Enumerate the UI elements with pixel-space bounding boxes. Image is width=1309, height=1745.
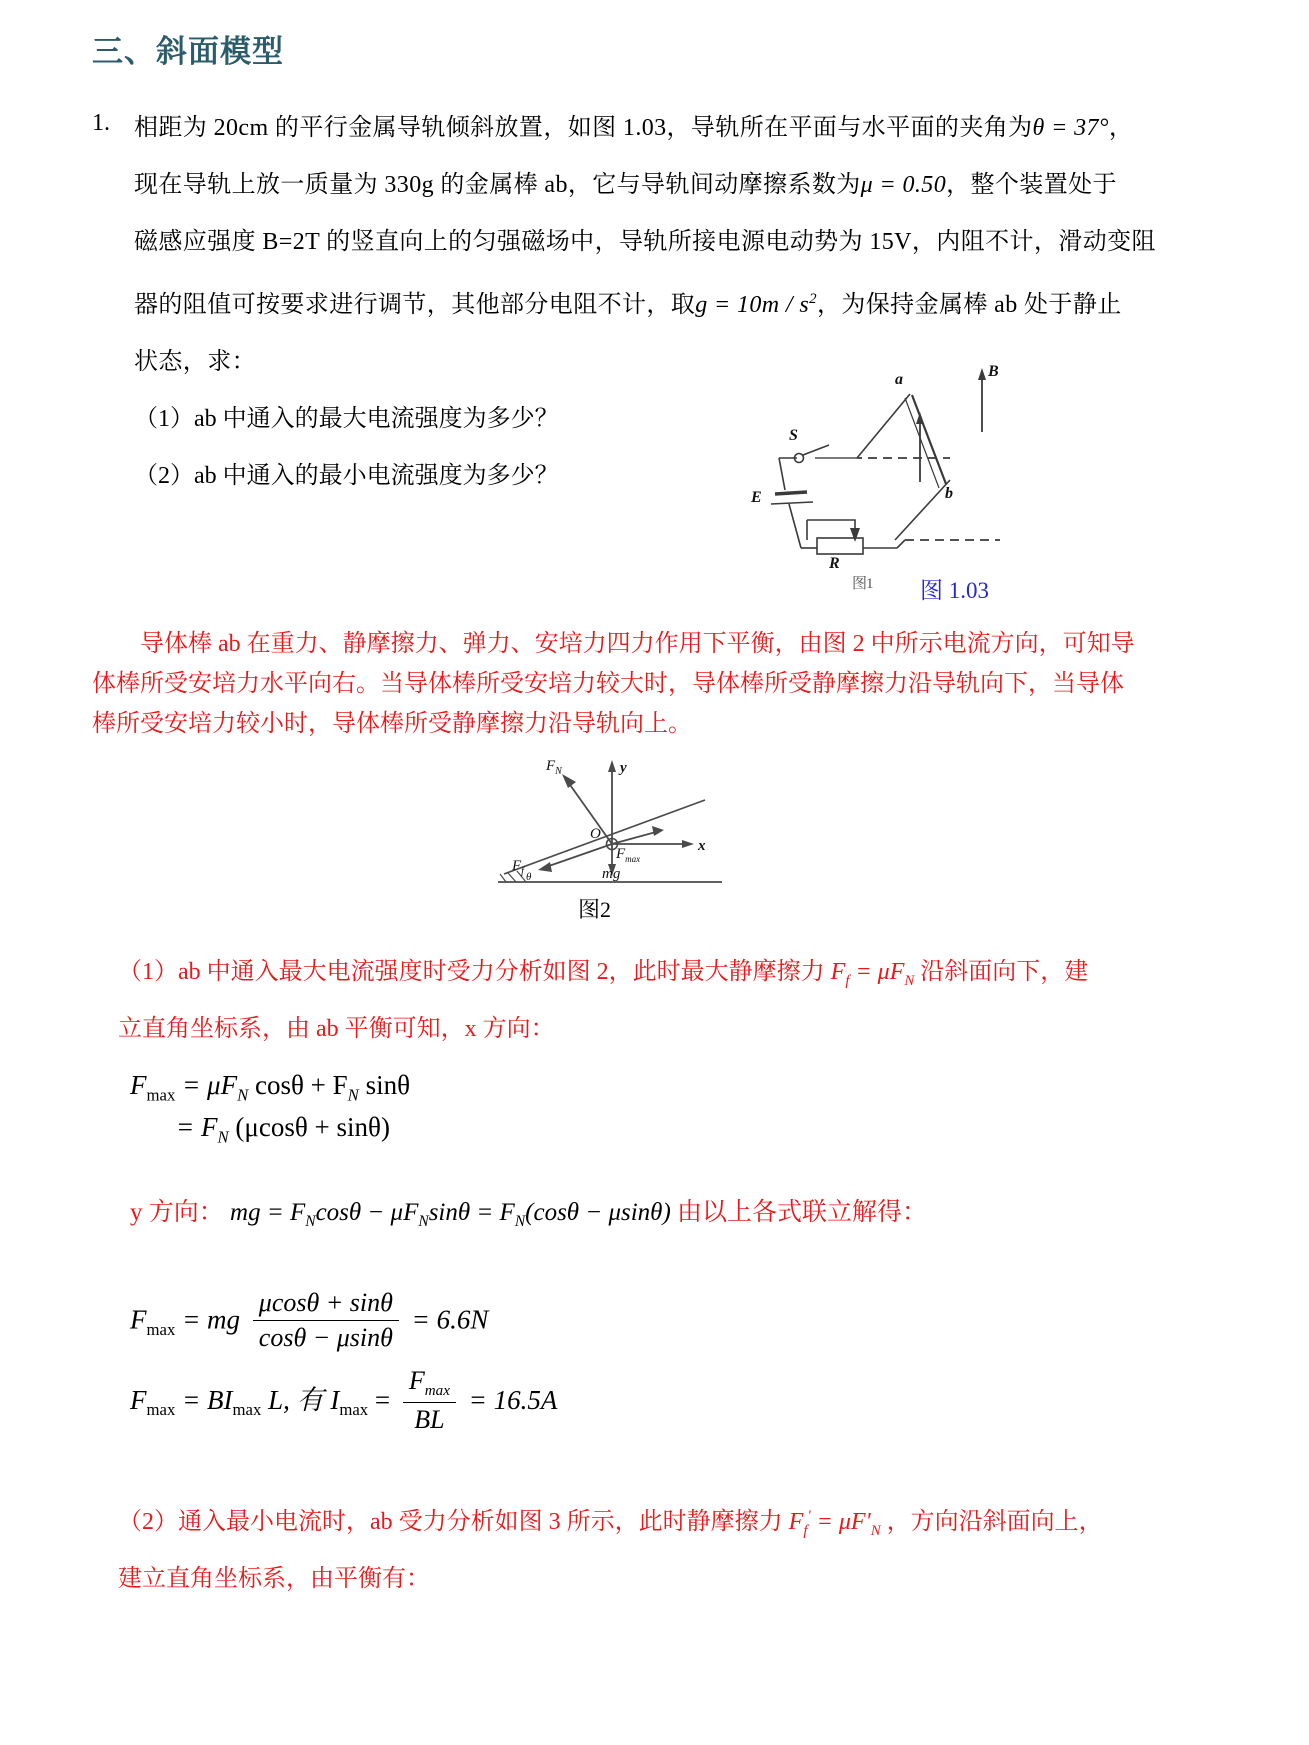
figure-2 <box>490 752 750 902</box>
explanation-line-1: 导体棒 ab 在重力、静摩擦力、弹力、安培力四力作用下平衡，由图 2 中所示电流方向，可知导 <box>140 631 1135 657</box>
figure-2-label-origin: O <box>590 826 601 842</box>
fraction-f-over-bl: $\frac{F_{max}}{BL}$ <box>403 1366 456 1435</box>
mu-value: μ = 0.50 <box>860 172 947 198</box>
figure-label-rod-b: b <box>945 485 953 502</box>
problem-number: 1. <box>92 110 110 136</box>
step-2-line-2: 建立直角坐标系，由平衡有： <box>118 1565 430 1592</box>
problem-line-3: 磁感应强度 B=2T 的竖直向上的匀强磁场中，导轨所接电源电动势为 15V，内阻不计，滑动变阻 <box>134 229 1156 255</box>
step-2-line-1: （2）通入最小电流时，ab 受力分析如图 3 所示，此时静摩擦力 $F_f' = \mu F'_N$ ，方向沿斜面向上， <box>118 1508 1103 1539</box>
figure-1-03-caption: 图 1.03 <box>920 578 989 603</box>
figure-2-label-normal: $F_N$ <box>546 758 562 777</box>
theta-value: θ = 37° <box>1032 115 1109 141</box>
step-2-paragraph <box>118 1492 1218 1603</box>
step-2-inline-equation: $F_f' = \mu F'_N$ <box>788 1508 881 1539</box>
figure-label-switch: S <box>789 427 798 444</box>
problem-block <box>92 100 1212 505</box>
step-1-paragraph <box>118 948 1218 1053</box>
figure-label-field: B <box>988 363 999 380</box>
figure-label-rod-a: a <box>895 371 903 388</box>
problem-line-5: 状态，求： <box>134 349 256 375</box>
figure-1-03-artifact: 图1 <box>852 576 873 592</box>
explanation-line-3: 棒所受安培力较小时，导体棒所受静摩擦力沿导轨向上。 <box>92 711 692 737</box>
equation-imax-result: $F_{max} = BI_{max}$ L, 有 $I_{max}$ = $\frac{F_{max}}{BL}$ = 16.5A <box>130 1366 558 1435</box>
explanation-line-2: 体棒所受安培力水平向右。当导体棒所受安培力较大时，导体棒所受静摩擦力沿导轨向下，当导体 <box>92 671 1124 697</box>
figure-1-03-drawing <box>745 362 1010 607</box>
figure-2-label-gravity: mg <box>602 866 621 882</box>
figure-2-drawing <box>490 752 750 902</box>
sub-question-2: （2）ab 中通入的最小电流强度为多少？ <box>134 463 559 489</box>
equation-fmax-expansion: $F_{max} = \mu F_N$ $\cos\theta + F_N$ sinθ <box>130 1070 411 1105</box>
problem-line-4: 器的阻值可按要求进行调节，其他部分电阻不计，取$g = 10m / s^2$，为保持金属棒 ab 处于静止 <box>134 291 1122 318</box>
gravity-value: g = 10m / s <box>695 292 810 318</box>
figure-2-label-ampere: $F_{max}$ <box>616 846 641 864</box>
problem-line-1: 相距为 20cm 的平行金属导轨倾斜放置，如图 1.03，导轨所在平面与水平面的夹角为θ = 37°， <box>134 115 1134 141</box>
step-1-inline-equation: $F_f = \mu F_N$ <box>830 959 915 989</box>
step-1-line-2: 立直角坐标系，由 ab 平衡可知，x 方向： <box>118 1015 555 1042</box>
equation-y-direction: y 方向： mg = $F_N\cos\theta - \mu F_N\sin\theta = F_N(\cos\theta - \mu\sin\theta)$ 由以上各式联立解得： <box>130 1199 928 1230</box>
page-title: 三、斜面模型 <box>92 34 284 69</box>
problem-text <box>134 100 1212 391</box>
equation-fmax-result: $F_{max}$ = mg $\frac{\mu\cos\theta + \sin\theta}{\cos\theta - \mu\sin\theta}$ = 6.6N <box>130 1288 489 1352</box>
fraction-mu-cos: $\frac{\mu\cos\theta + \sin\theta}{\cos\theta - \mu\sin\theta}$ <box>253 1288 399 1353</box>
step-1-line-1: （1）ab 中通入最大电流强度时受力分析如图 2，此时最大静摩擦力 $F_f = \mu F_N$ 沿斜面向下，建 <box>118 959 1089 989</box>
figure-2-label-friction: $F_f$ <box>512 858 524 877</box>
gravity-exponent: 2 <box>809 291 817 307</box>
explanation-paragraph <box>92 624 1212 744</box>
figure-1-03 <box>745 362 1010 607</box>
figure-2-label-x-axis: x <box>698 838 706 854</box>
problem-line-2: 现在导轨上放一质量为 330g 的金属棒 ab，它与导轨间动摩擦系数为μ = 0.50，整个装置处于 <box>134 172 1117 198</box>
figure-label-source: E <box>751 489 762 506</box>
equation-fmax-factored: = $F_N$ (μcosθ + sinθ) <box>176 1112 390 1147</box>
figure-2-label-y-axis: y <box>620 760 627 776</box>
figure-2-caption: 图2 <box>578 897 612 922</box>
figure-label-rheostat: R <box>829 555 840 572</box>
figure-2-label-angle: θ <box>526 871 532 883</box>
sub-question-1: （1）ab 中通入的最大电流强度为多少？ <box>134 406 559 432</box>
